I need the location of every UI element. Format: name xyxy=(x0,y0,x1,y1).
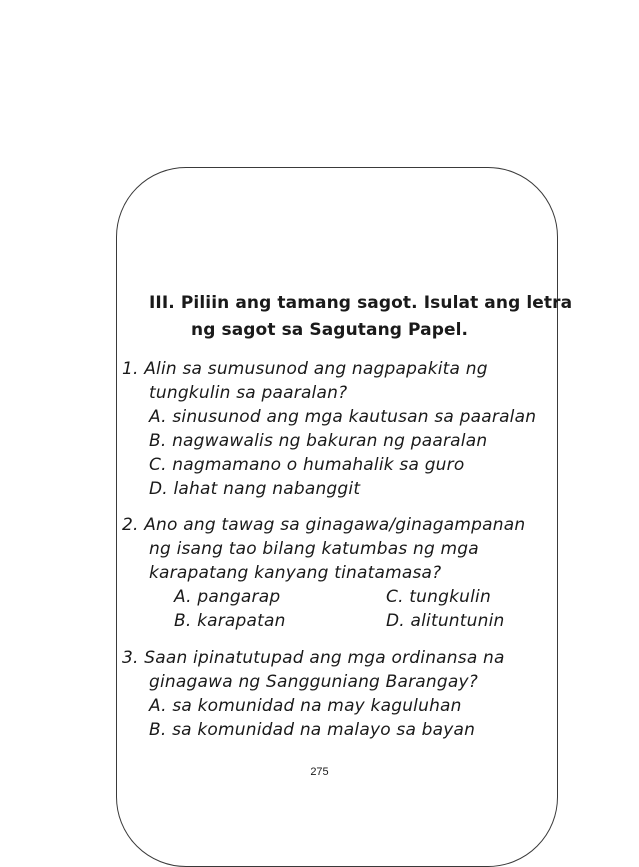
question-1-choice-d: D. lahat nang nabanggit xyxy=(149,479,361,499)
question-2-stem-line-2: ng isang tao bilang katumbas ng mga xyxy=(149,539,479,559)
question-3-stem-line-2: ginagawa ng Sangguniang Barangay? xyxy=(149,672,478,692)
question-3-choice-b: B. sa komunidad na malayo sa bayan xyxy=(149,720,476,740)
question-1-choice-b: B. nagwawalis ng bakuran ng paaralan xyxy=(149,431,488,451)
page-number: 275 xyxy=(310,766,329,778)
question-2-choice-b: B. karapatan xyxy=(174,611,286,631)
question-1-choice-a: A. sinusunod ang mga kautusan sa paaralan xyxy=(149,407,537,427)
question-1-stem-line-2: tungkulin sa paaralan? xyxy=(149,383,348,403)
question-2-stem-line-1: 2. Ano ang tawag sa ginagawa/ginagampanan xyxy=(122,515,526,535)
question-2-choice-a: A. pangarap xyxy=(174,587,281,607)
question-3-choice-a: A. sa komunidad na may kaguluhan xyxy=(149,696,462,716)
question-1-stem-line-1: 1. Alin sa sumusunod ang nagpapakita ng xyxy=(122,359,488,379)
question-3-stem-line-1: 3. Saan ipinatutupad ang mga ordinansa na xyxy=(122,648,505,668)
question-1-choice-c: C. nagmamano o humahalik sa guro xyxy=(149,455,465,475)
instruction-line-1: III. Piliin ang tamang sagot. Isulat ang letra xyxy=(149,293,573,313)
question-2-choice-c: C. tungkulin xyxy=(386,587,491,607)
instruction-line-2: ng sagot sa Sagutang Papel. xyxy=(191,320,469,340)
question-2-choice-d: D. alituntunin xyxy=(386,611,505,631)
question-2-stem-line-3: karapatang kanyang tinatamasa? xyxy=(149,563,442,583)
